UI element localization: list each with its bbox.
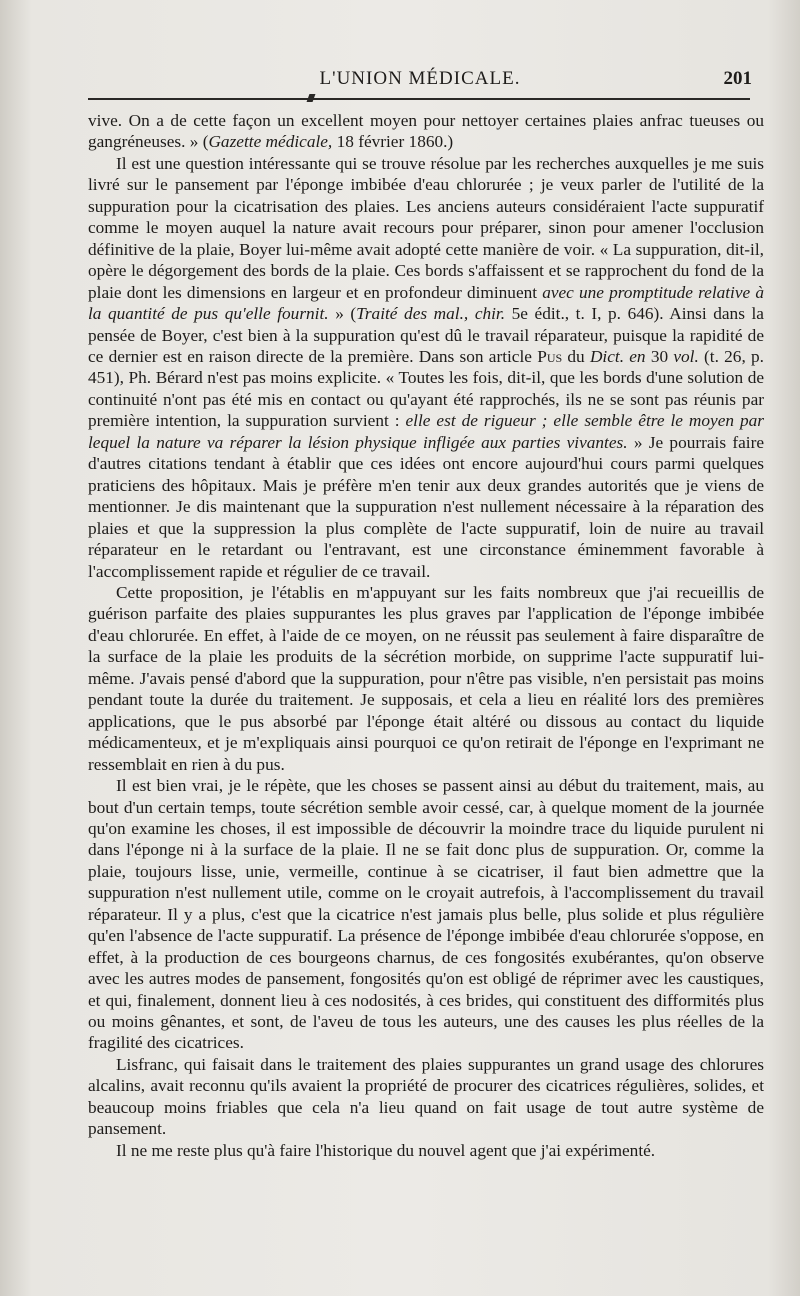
paragraph-3: Cette proposition, je l'établis en m'appuyant sur les faits nombreux que j'ai recueillis de guérison parfaite des plaies suppurantes les plus graves par l'application de l'éponge imbibée d'eau chlorurée. En effet, à l'aide de ce moyen, on ne réussit pas seulement à faire disparaître de la surface de la plaie les produits de la sécrétion morbide, on supprime l'acte suppuratif lui-même. J'avais pensé d'abord que la suppuration, pour n'être pas visible, n'en persistait pas moins pendant toute la durée du traitement. Je supposais, et cela a lieu en réalité lors des premières applications, que le pus absorbé par l'éponge était altéré ou dissous au contact du liquide médicamenteux, et je m'expliquais ainsi pourquoi ce qu'on retirait de l'éponge en l'exprimant ne ressemblait en rien à du pus. [88, 582, 764, 774]
p2-citation-italic: Traité des mal., chir. [356, 304, 506, 324]
p2-text-a: Il est une question intéressante qui se trouve résolue par les recherches auxquelles je me suis livré sur le pansement par l'éponge imbibée d'eau chlorurée ; je veux parler de l'utilité de la suppuration pour la cicatrisation des plaies. Les anciens auteurs considéraient l'acte suppuratif comme le moyen auquel la nature avait recours pour préparer, sinon pour amener l'occlusion définitive de la plaie, Boyer lui-même avait adopté cette manière de voir. « La suppuration, dit-il, opère le dégorgement des bords de la plaie. Ces bords s'affaissent et se rapprochent du fond de la plaie dont les dimensions en largeur et en profondeur diminuent [88, 153, 764, 302]
paragraph-1 [88, 110, 764, 153]
p2-text-m: » Je pourrais faire d'autres citations tendant à établir que ces idées ont encore aujourd'hui cours parmi quelques praticiens des hôpitaux. Mais je préfère m'en tenir aux deux grandes autorités que je viens de mentionner. Je dis maintenant que la suppuration n'est nullement nécessaire à la réparation des plaies et que la suppression la plus complète de l'acte suppuratif, loin de nuire au travail réparateur en le retardant ou l'entravant, est une circonstance éminemment favorable à l'accomplissement rapide et régulier de ce travail. [88, 432, 764, 581]
running-title: L'UNION MÉDICALE. [319, 68, 521, 89]
paragraph-4: Il est bien vrai, je le répète, que les choses se passent ainsi au début du traitement, mais, au bout d'un certain temps, toute sécrétion semble avoir cessé, car, à quelque moment de la journée qu'on examine les choses, il est impossible de découvrir la moindre trace du liquide purulent ni dans l'éponge ni à la surface de la plaie. Il ne se fait donc plus de suppuration. Or, comme la plaie, toujours lisse, unie, vermeille, continue à se cicatriser, il faut bien admettre que la suppuration n'est nullement utile, comme on le croyait autrefois, à l'accomplissement du travail réparateur. Il y a plus, c'est que la cicatrice n'est jamais plus belle, plus solide et plus régulière qu'en l'absence de l'acte suppuratif. La présence de l'éponge imbibée d'eau chlorurée s'oppose, en effet, à la production de ces bourgeons charnus, de ces fongosités exubérantes, qu'on observe avec les autres modes de pansement, fongosités qu'on est obligé de réprimer avec les caustiques, et qui, finalement, donnent lieu à ces nodosités, à ces brides, qui constituent des difformités plus ou moins gênantes, et sont, de l'aveu de tous les auteurs, une des causes les plus réelles de la fragilité des cicatrices. [88, 776, 764, 1053]
p2-text-k: (t. 26, p. 451), Ph. Bérard n'est pas moins explicite. « Toutes les fois, dit-il, que les bords d'une solution de continuité n'ont pas été mis en contact ou qu'ayant été rapprochés, ils ne se sont pas réunis par première intention, la suppuration survient : [88, 346, 764, 431]
p2-article-title: Pus [537, 346, 563, 366]
paragraph-6: Il ne me reste plus qu'à faire l'historique du nouvel agent que j'ai expérimenté. [116, 1140, 656, 1160]
p2-dict-italic: Dict. en [589, 346, 646, 366]
paragraph-5: Lisfranc, qui faisait dans le traitement des plaies suppurantes un grand usage des chlorures alcalins, avait reconnu qu'ils avaient la propriété de procurer des cicatrices régulières, solides, et beaucoup moins friables que cela n'a lieu quand on fait usage de tout autre système de pansement. [88, 1054, 764, 1139]
p2-vol-italic: vol. [673, 346, 699, 366]
p1-text-a: vive. On a de cette façon un excellent moyen pour nettoyer certaines plaies anfrac tueuses ou gangréneuses. » ( [88, 111, 764, 152]
p2-quote-italic: avec une promptitude relative à la quantité de pus qu'elle fournit. [88, 282, 764, 324]
body-text [88, 110, 764, 1161]
page-header [88, 64, 752, 94]
p2-text-c: » ( [328, 304, 357, 324]
p2-text-g: du [562, 346, 590, 366]
p2-text-i: 30 [645, 346, 674, 366]
p2-text-e: 5e édit., t. I, p. 646). Ainsi dans la pensée de Boyer, c'est bien à la suppuration qu'est dû le travail réparateur, puisque la rapidité de ce dernier est en raison directe de la première. Dans son article [88, 304, 764, 366]
page-number: 201 [723, 68, 752, 89]
p1-citation-italic: Gazette médicale, [208, 132, 333, 152]
p2-quote2-italic: elle est de rigueur ; elle semble être le moyen par lequel la nature va réparer la lésion physique infligée aux parties vivantes. [88, 411, 764, 452]
paragraph-2 [88, 153, 764, 582]
p1-text-c: 18 février 1860.) [332, 132, 454, 152]
header-rule [88, 98, 750, 100]
